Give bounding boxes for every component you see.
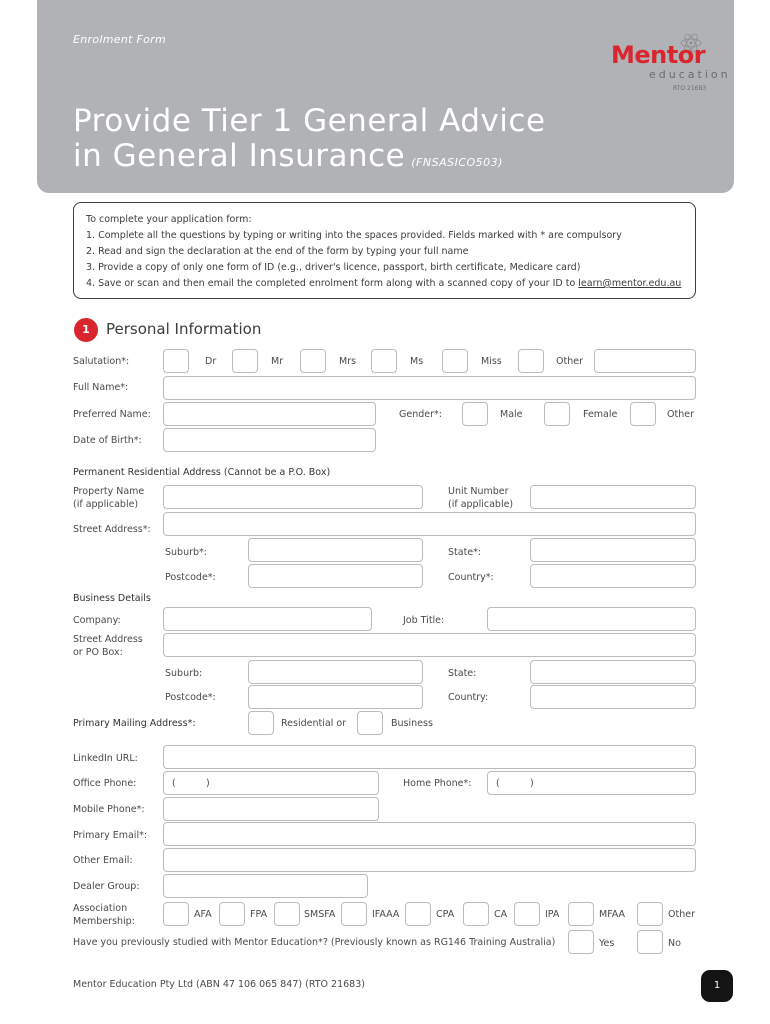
postcode-input[interactable]	[248, 564, 423, 588]
assoc-ifaaa-checkbox[interactable]	[341, 902, 367, 926]
home-phone-label: Home Phone*:	[403, 778, 472, 789]
unit-number-label-line2: (if applicable)	[448, 499, 514, 510]
home-phone-input[interactable]	[487, 771, 696, 795]
business-heading: Business Details	[73, 593, 151, 604]
mailing-residential-label: Residential or	[281, 718, 347, 729]
preferred-name-input[interactable]	[163, 402, 376, 426]
studied-no-checkbox[interactable]	[637, 930, 663, 954]
assoc-other-label: Other	[668, 909, 695, 920]
mailing-business-checkbox[interactable]	[357, 711, 383, 735]
salutation-other-checkbox[interactable]	[518, 349, 544, 373]
page-title	[73, 104, 546, 180]
job-title-label: Job Title:	[403, 615, 445, 626]
linkedin-label: LinkedIn URL:	[73, 753, 138, 764]
studied-question: Have you previously studied with Mentor Education*? (Previously known as RG146 Training Australia)	[73, 937, 556, 948]
assoc-other-checkbox[interactable]	[637, 902, 663, 926]
dealer-group-input[interactable]	[163, 874, 368, 898]
title-line-1: Provide Tier 1 General Advice	[73, 103, 546, 139]
email-link[interactable]: learn@mentor.edu.au	[578, 278, 682, 289]
assoc-ipa-label: IPA	[545, 909, 560, 920]
primary-email-label: Primary Email*:	[73, 830, 148, 841]
studied-no-label: No	[668, 938, 681, 949]
gender-other-checkbox[interactable]	[630, 402, 656, 426]
assoc-smsfa-checkbox[interactable]	[274, 902, 300, 926]
section-title: Personal Information	[106, 320, 262, 338]
assoc-ca-label: CA	[494, 909, 508, 920]
assoc-afa-label: AFA	[194, 909, 212, 920]
instructions-step-4-text: 4. Save or scan and then email the completed enrolment form along with a scanned copy of your ID to	[86, 278, 576, 289]
instructions-step-3: 3. Provide a copy of only one form of ID (e.g., driver's licence, passport, birth certificate, Medicare card)	[86, 262, 581, 273]
full-name-input[interactable]	[163, 376, 696, 400]
gender-female-checkbox[interactable]	[544, 402, 570, 426]
state-input[interactable]	[530, 538, 696, 562]
company-input[interactable]	[163, 607, 372, 631]
salutation-other-label: Other	[556, 356, 583, 367]
linkedin-input[interactable]	[163, 745, 696, 769]
property-name-label-line1: Property Name	[73, 486, 145, 497]
instructions-box	[73, 202, 696, 299]
property-name-input[interactable]	[163, 485, 423, 509]
biz-postcode-input[interactable]	[248, 685, 423, 709]
salutation-mr-checkbox[interactable]	[232, 349, 258, 373]
home-phone-paren-close: )	[530, 778, 534, 789]
assoc-afa-checkbox[interactable]	[163, 902, 189, 926]
office-phone-paren-close: )	[206, 778, 210, 789]
unit-number-label-line1: Unit Number	[448, 486, 509, 497]
biz-street-input[interactable]	[163, 633, 696, 657]
studied-yes-label: Yes	[599, 938, 615, 949]
assoc-ca-checkbox[interactable]	[463, 902, 489, 926]
country-input[interactable]	[530, 564, 696, 588]
salutation-miss-checkbox[interactable]	[442, 349, 468, 373]
street-address-input[interactable]	[163, 512, 696, 536]
street-address-label: Street Address*:	[73, 524, 151, 535]
mobile-phone-label: Mobile Phone*:	[73, 804, 145, 815]
biz-postcode-label: Postcode*:	[165, 692, 216, 703]
state-label: State*:	[448, 547, 482, 558]
salutation-dr-checkbox[interactable]	[163, 349, 189, 373]
assoc-mfaa-checkbox[interactable]	[568, 902, 594, 926]
biz-state-label: State:	[448, 668, 477, 679]
salutation-label: Salutation*:	[73, 356, 130, 367]
salutation-other-input[interactable]	[594, 349, 696, 373]
logo-brand: Mentor	[611, 41, 706, 69]
address-heading: Permanent Residential Address (Cannot be a P.O. Box)	[73, 467, 331, 478]
studied-yes-checkbox[interactable]	[568, 930, 594, 954]
suburb-label: Suburb*:	[165, 547, 207, 558]
assoc-cpa-checkbox[interactable]	[405, 902, 431, 926]
mobile-phone-input[interactable]	[163, 797, 379, 821]
unit-number-input[interactable]	[530, 485, 696, 509]
other-email-input[interactable]	[163, 848, 696, 872]
suburb-input[interactable]	[248, 538, 423, 562]
biz-state-input[interactable]	[530, 660, 696, 684]
salutation-dr-label: Dr	[205, 356, 217, 367]
assoc-mfaa-label: MFAA	[599, 909, 626, 920]
assoc-label-line2: Membership:	[73, 916, 135, 927]
biz-street-label-line2: or PO Box:	[73, 647, 123, 658]
salutation-miss-label: Miss	[481, 356, 502, 367]
gender-label: Gender*:	[399, 409, 442, 420]
title-line-2: in General Insurance	[73, 138, 406, 174]
full-name-label: Full Name*:	[73, 382, 129, 393]
office-phone-label: Office Phone:	[73, 778, 137, 789]
biz-country-input[interactable]	[530, 685, 696, 709]
assoc-label-line1: Association	[73, 903, 128, 914]
company-label: Company:	[73, 615, 121, 626]
biz-suburb-input[interactable]	[248, 660, 423, 684]
gender-male-checkbox[interactable]	[462, 402, 488, 426]
home-phone-paren-open: (	[496, 778, 500, 789]
instructions-step-1: 1. Complete all the questions by typing or writing into the spaces provided. Fields marked with * are compulsory	[86, 230, 622, 241]
salutation-ms-label: Ms	[410, 356, 424, 367]
dob-input[interactable]	[163, 428, 376, 452]
job-title-input[interactable]	[487, 607, 696, 631]
salutation-mr-label: Mr	[271, 356, 284, 367]
mailing-business-label: Business	[391, 718, 433, 729]
instructions-intro: To complete your application form:	[86, 214, 252, 225]
biz-street-label-line1: Street Address	[73, 634, 143, 645]
dealer-group-label: Dealer Group:	[73, 881, 140, 892]
instructions-step-4	[86, 276, 683, 292]
biz-suburb-label: Suburb:	[165, 668, 203, 679]
office-phone-paren-open: (	[172, 778, 176, 789]
instructions-step-2: 2. Read and sign the declaration at the end of the form by typing your full name	[86, 246, 469, 257]
postcode-label: Postcode*:	[165, 572, 216, 583]
logo-rto: RTO 21683	[673, 85, 707, 92]
mailing-residential-checkbox[interactable]	[248, 711, 274, 735]
mentor-logo	[611, 35, 731, 95]
assoc-cpa-label: CPA	[436, 909, 455, 920]
assoc-fpa-label: FPA	[250, 909, 268, 920]
other-email-label: Other Email:	[73, 855, 133, 866]
page-number-badge: 1	[701, 970, 733, 1002]
salutation-mrs-label: Mrs	[339, 356, 357, 367]
gender-female-label: Female	[583, 409, 618, 420]
dob-label: Date of Birth*:	[73, 435, 142, 446]
gender-other-label: Other	[667, 409, 694, 420]
mailing-label: Primary Mailing Address*:	[73, 718, 196, 729]
salutation-ms-checkbox[interactable]	[371, 349, 397, 373]
assoc-ifaaa-label: IFAAA	[372, 909, 400, 920]
assoc-smsfa-label: SMSFA	[304, 909, 336, 920]
form-label: Enrolment Form	[73, 33, 166, 46]
office-phone-input[interactable]	[163, 771, 379, 795]
salutation-mrs-checkbox[interactable]	[300, 349, 326, 373]
assoc-ipa-checkbox[interactable]	[514, 902, 540, 926]
footer-company: Mentor Education Pty Ltd (ABN 47 106 065 847) (RTO 21683)	[73, 979, 365, 990]
unit-code: (FNSASICO503)	[411, 156, 503, 169]
country-label: Country*:	[448, 572, 494, 583]
header-banner	[37, 0, 734, 193]
section-number-badge: 1	[74, 318, 98, 342]
biz-country-label: Country:	[448, 692, 489, 703]
primary-email-input[interactable]	[163, 822, 696, 846]
property-name-label-line2: (if applicable)	[73, 499, 139, 510]
preferred-name-label: Preferred Name:	[73, 409, 151, 420]
assoc-fpa-checkbox[interactable]	[219, 902, 245, 926]
logo-sub: education	[649, 68, 731, 81]
gender-male-label: Male	[500, 409, 523, 420]
